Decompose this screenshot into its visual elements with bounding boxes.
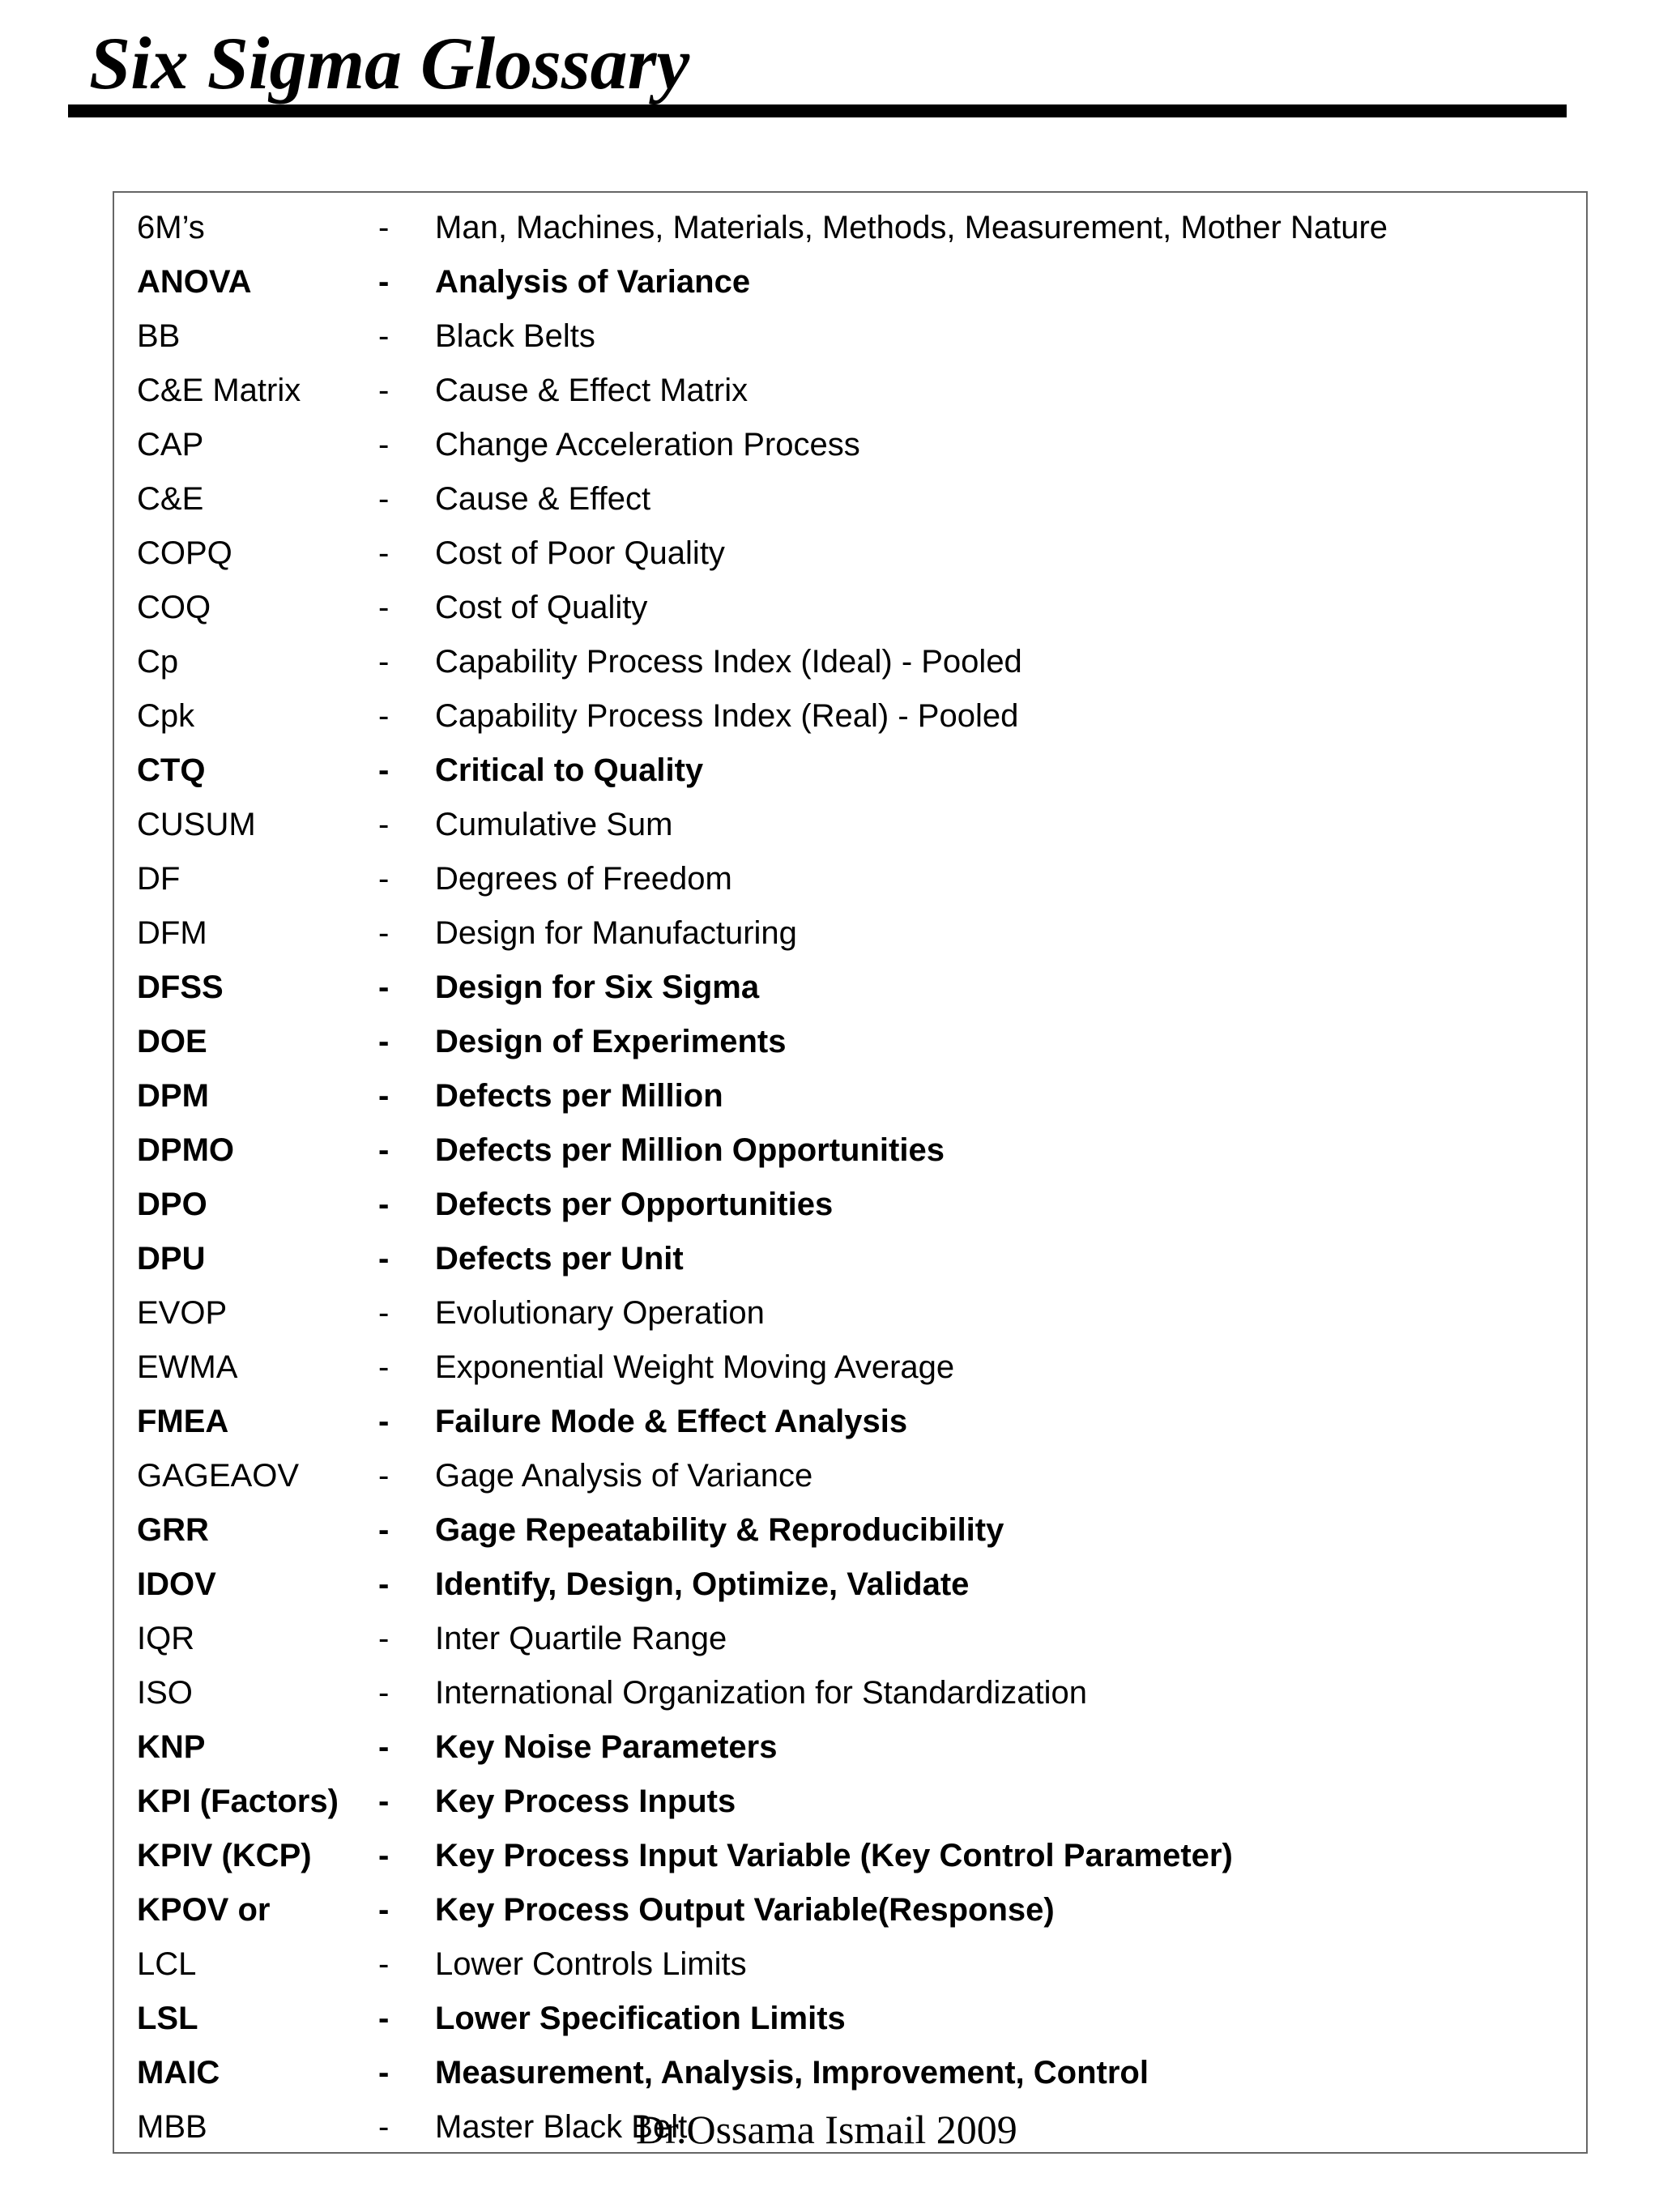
- glossary-definition: Failure Mode & Effect Analysis: [435, 1404, 908, 1439]
- glossary-row: [114, 581, 1586, 635]
- glossary-separator: -: [378, 1946, 390, 1982]
- glossary-row: [114, 1720, 1586, 1775]
- glossary-term: GRR: [137, 1512, 209, 1548]
- glossary-separator: -: [378, 590, 390, 625]
- glossary-separator: -: [378, 1078, 390, 1114]
- glossary-separator: -: [378, 915, 390, 951]
- glossary-term: MBB: [137, 2109, 207, 2145]
- glossary-term: 6M’s: [137, 210, 205, 245]
- glossary-definition: Defects per Million Opportunities: [435, 1132, 945, 1168]
- glossary-term: BB: [137, 318, 181, 354]
- glossary-term: DF: [137, 861, 181, 897]
- glossary-separator: -: [378, 698, 390, 734]
- glossary-separator: -: [378, 2001, 390, 2036]
- glossary-definition: Cost of Poor Quality: [435, 535, 725, 571]
- glossary-definition: Key Process Output Variable(Response): [435, 1892, 1055, 1928]
- glossary-term: C&E: [137, 481, 204, 517]
- glossary-term: FMEA: [137, 1404, 229, 1439]
- glossary-term: C&E Matrix: [137, 373, 301, 408]
- glossary-term: DFSS: [137, 970, 224, 1005]
- glossary-definition: Key Noise Parameters: [435, 1729, 778, 1765]
- glossary-term: MAIC: [137, 2055, 220, 2091]
- glossary-term: LCL: [137, 1946, 197, 1982]
- glossary-row: [114, 1395, 1586, 1449]
- glossary-term: KPOV or: [137, 1892, 271, 1928]
- glossary-definition: Key Process Inputs: [435, 1784, 736, 1819]
- glossary-definition: Black Belts: [435, 318, 595, 354]
- glossary-separator: -: [378, 807, 390, 842]
- glossary-term: ANOVA: [137, 264, 252, 300]
- glossary-term: DPMO: [137, 1132, 234, 1168]
- glossary-row: [114, 418, 1586, 472]
- glossary-definition: Key Process Input Variable (Key Control Parameter): [435, 1838, 1233, 1873]
- glossary-definition: Cause & Effect: [435, 481, 651, 517]
- glossary-term: ISO: [137, 1675, 193, 1711]
- glossary-definition: Defects per Opportunities: [435, 1187, 834, 1222]
- glossary-row: [114, 1992, 1586, 2046]
- glossary-term: KPIV (KCP): [137, 1838, 312, 1873]
- glossary-definition: International Organization for Standardization: [435, 1675, 1087, 1711]
- glossary-row: [114, 1883, 1586, 1937]
- glossary-separator: -: [378, 2055, 390, 2091]
- glossary-row: [114, 1503, 1586, 1558]
- glossary-definition: Defects per Unit: [435, 1241, 684, 1276]
- glossary-definition: Lower Controls Limits: [435, 1946, 747, 1982]
- glossary-separator: -: [378, 481, 390, 517]
- glossary-separator: -: [378, 1404, 390, 1439]
- glossary-definition: Gage Repeatability & Reproducibility: [435, 1512, 1004, 1548]
- glossary-term: CAP: [137, 427, 204, 462]
- glossary-separator: -: [378, 1241, 390, 1276]
- glossary-separator: -: [378, 1838, 390, 1873]
- glossary-definition: Man, Machines, Materials, Methods, Measurement, Mother Nature: [435, 210, 1388, 245]
- glossary-separator: -: [378, 861, 390, 897]
- glossary-row: [114, 744, 1586, 798]
- glossary-definition: Design for Manufacturing: [435, 915, 797, 951]
- glossary-term: Cp: [137, 644, 179, 680]
- glossary-separator: -: [378, 1349, 390, 1385]
- glossary-definition: Lower Specification Limits: [435, 2001, 846, 2036]
- glossary-definition: Evolutionary Operation: [435, 1295, 765, 1331]
- glossary-term: EVOP: [137, 1295, 228, 1331]
- glossary-row: [114, 689, 1586, 744]
- glossary-separator: -: [378, 644, 390, 680]
- glossary-table: [113, 191, 1588, 2154]
- glossary-definition: Cause & Effect Matrix: [435, 373, 748, 408]
- glossary-term: KPI (Factors): [137, 1784, 339, 1819]
- glossary-separator: -: [378, 1566, 390, 1602]
- glossary-row: [114, 635, 1586, 689]
- glossary-term: IQR: [137, 1621, 195, 1656]
- glossary-definition: Master Black Belt: [435, 2109, 688, 2145]
- glossary-definition: Capability Process Index (Real) - Pooled: [435, 698, 1019, 734]
- glossary-row: [114, 1123, 1586, 1178]
- glossary-separator: -: [378, 1512, 390, 1548]
- glossary-definition: Defects per Million: [435, 1078, 723, 1114]
- glossary-row: [114, 906, 1586, 961]
- glossary-separator: -: [378, 752, 390, 788]
- glossary-definition: Inter Quartile Range: [435, 1621, 727, 1656]
- glossary-definition: Analysis of Variance: [435, 264, 751, 300]
- glossary-term: DOE: [137, 1024, 207, 1059]
- glossary-definition: Exponential Weight Moving Average: [435, 1349, 955, 1385]
- glossary-separator: -: [378, 427, 390, 462]
- glossary-term: DFM: [137, 915, 207, 951]
- glossary-separator: -: [378, 1729, 390, 1765]
- glossary-row: [114, 526, 1586, 581]
- glossary-row: [114, 1286, 1586, 1340]
- glossary-row: [114, 1775, 1586, 1829]
- glossary-term: DPO: [137, 1187, 207, 1222]
- glossary-definition: Measurement, Analysis, Improvement, Control: [435, 2055, 1149, 2091]
- glossary-row: [114, 2046, 1586, 2100]
- glossary-row: [114, 1340, 1586, 1395]
- glossary-row: [114, 1232, 1586, 1286]
- title-underline: [68, 104, 1567, 117]
- glossary-row: [114, 1449, 1586, 1503]
- glossary-separator: -: [378, 1892, 390, 1928]
- page-title: Six Sigma Glossary: [89, 22, 690, 104]
- glossary-definition: Cumulative Sum: [435, 807, 673, 842]
- glossary-term: IDOV: [137, 1566, 216, 1602]
- glossary-definition: Design for Six Sigma: [435, 970, 760, 1005]
- glossary-row: [114, 1015, 1586, 1069]
- glossary-row: [114, 1558, 1586, 1612]
- glossary-row: [114, 472, 1586, 526]
- glossary-term: DPU: [137, 1241, 206, 1276]
- footer-credit: Dr.Ossama Ismail 2009: [636, 2107, 1017, 2152]
- glossary-separator: -: [378, 2109, 390, 2145]
- glossary-separator: -: [378, 1132, 390, 1168]
- glossary-definition: Degrees of Freedom: [435, 861, 732, 897]
- glossary-row: [114, 1178, 1586, 1232]
- glossary-list: [114, 201, 1586, 2154]
- glossary-row: [114, 961, 1586, 1015]
- glossary-term: KNP: [137, 1729, 206, 1765]
- glossary-separator: -: [378, 1458, 390, 1494]
- glossary-separator: -: [378, 1024, 390, 1059]
- glossary-row: [114, 1829, 1586, 1883]
- glossary-row: [114, 1612, 1586, 1666]
- glossary-row: [114, 309, 1586, 364]
- glossary-definition: Identify, Design, Optimize, Validate: [435, 1566, 970, 1602]
- glossary-term: Cpk: [137, 698, 195, 734]
- glossary-separator: -: [378, 210, 390, 245]
- glossary-row: [114, 1666, 1586, 1720]
- glossary-term: DPM: [137, 1078, 209, 1114]
- glossary-term: LSL: [137, 2001, 198, 2036]
- glossary-row: [114, 255, 1586, 309]
- glossary-definition: Capability Process Index (Ideal) - Pooled: [435, 644, 1022, 680]
- glossary-row: [114, 364, 1586, 418]
- glossary-separator: -: [378, 264, 390, 300]
- glossary-term: CUSUM: [137, 807, 256, 842]
- glossary-term: COQ: [137, 590, 211, 625]
- glossary-definition: Critical to Quality: [435, 752, 704, 788]
- glossary-separator: -: [378, 318, 390, 354]
- glossary-definition: Change Acceleration Process: [435, 427, 860, 462]
- glossary-term: COPQ: [137, 535, 232, 571]
- glossary-definition: Gage Analysis of Variance: [435, 1458, 813, 1494]
- glossary-separator: -: [378, 1675, 390, 1711]
- glossary-row: [114, 798, 1586, 852]
- glossary-definition: Cost of Quality: [435, 590, 648, 625]
- glossary-row: [114, 1069, 1586, 1123]
- glossary-definition: Design of Experiments: [435, 1024, 787, 1059]
- glossary-separator: -: [378, 1187, 390, 1222]
- glossary-row: [114, 852, 1586, 906]
- glossary-row: [114, 201, 1586, 255]
- glossary-term: CTQ: [137, 752, 206, 788]
- glossary-separator: -: [378, 1784, 390, 1819]
- glossary-separator: -: [378, 1295, 390, 1331]
- glossary-separator: -: [378, 970, 390, 1005]
- glossary-term: EWMA: [137, 1349, 238, 1385]
- glossary-row: [114, 1937, 1586, 1992]
- glossary-separator: -: [378, 535, 390, 571]
- glossary-separator: -: [378, 373, 390, 408]
- glossary-term: GAGEAOV: [137, 1458, 300, 1494]
- glossary-separator: -: [378, 1621, 390, 1656]
